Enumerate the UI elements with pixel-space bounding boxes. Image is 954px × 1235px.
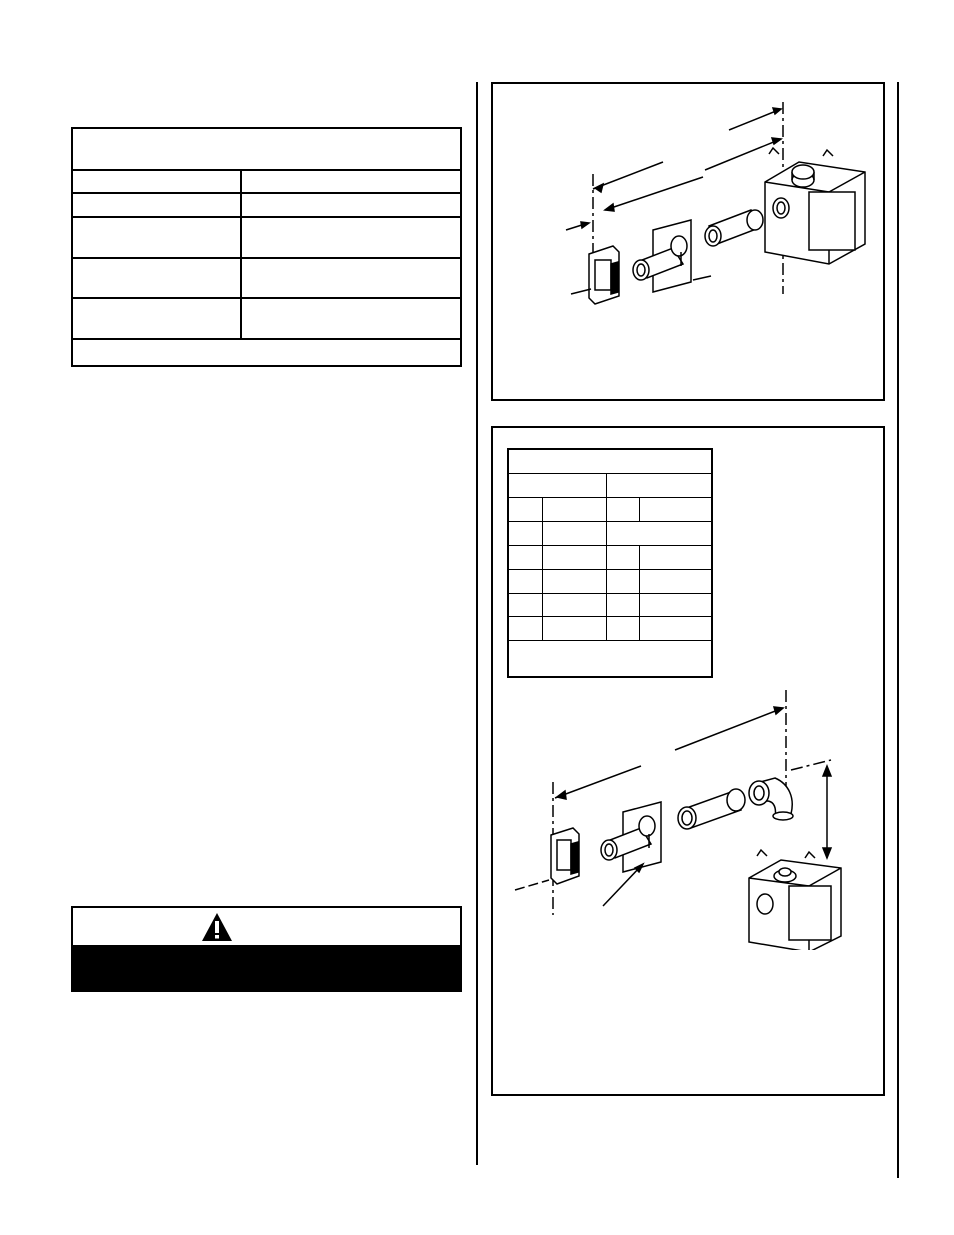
warning-band [73, 945, 460, 990]
table-rule [509, 521, 711, 522]
table-rule [509, 616, 711, 617]
table-rule [73, 169, 460, 171]
table-rule [509, 545, 711, 546]
table-rule [509, 497, 711, 498]
spec-table [71, 127, 462, 367]
table-column-rule [240, 169, 242, 338]
warning-box [71, 906, 462, 992]
vent-assembly-elbow-diagram [491, 690, 885, 950]
left-column-rule [476, 82, 478, 1165]
table-column-rule [542, 497, 543, 640]
table-column-rule [606, 473, 607, 640]
vent-assembly-straight-diagram [493, 84, 883, 399]
table-rule [73, 338, 460, 340]
figure-top [491, 82, 885, 401]
table-rule [509, 640, 711, 641]
table-rule [73, 192, 460, 194]
table-column-rule [639, 545, 640, 640]
table-rule [73, 297, 460, 299]
table-column-rule [639, 497, 640, 521]
table-rule [509, 593, 711, 594]
warning-triangle-icon [201, 912, 233, 942]
table-rule [509, 473, 711, 474]
right-column-rule [897, 82, 899, 1178]
table-rule [73, 257, 460, 259]
table-rule [509, 569, 711, 570]
table-rule [73, 216, 460, 218]
vent-table [507, 448, 713, 678]
